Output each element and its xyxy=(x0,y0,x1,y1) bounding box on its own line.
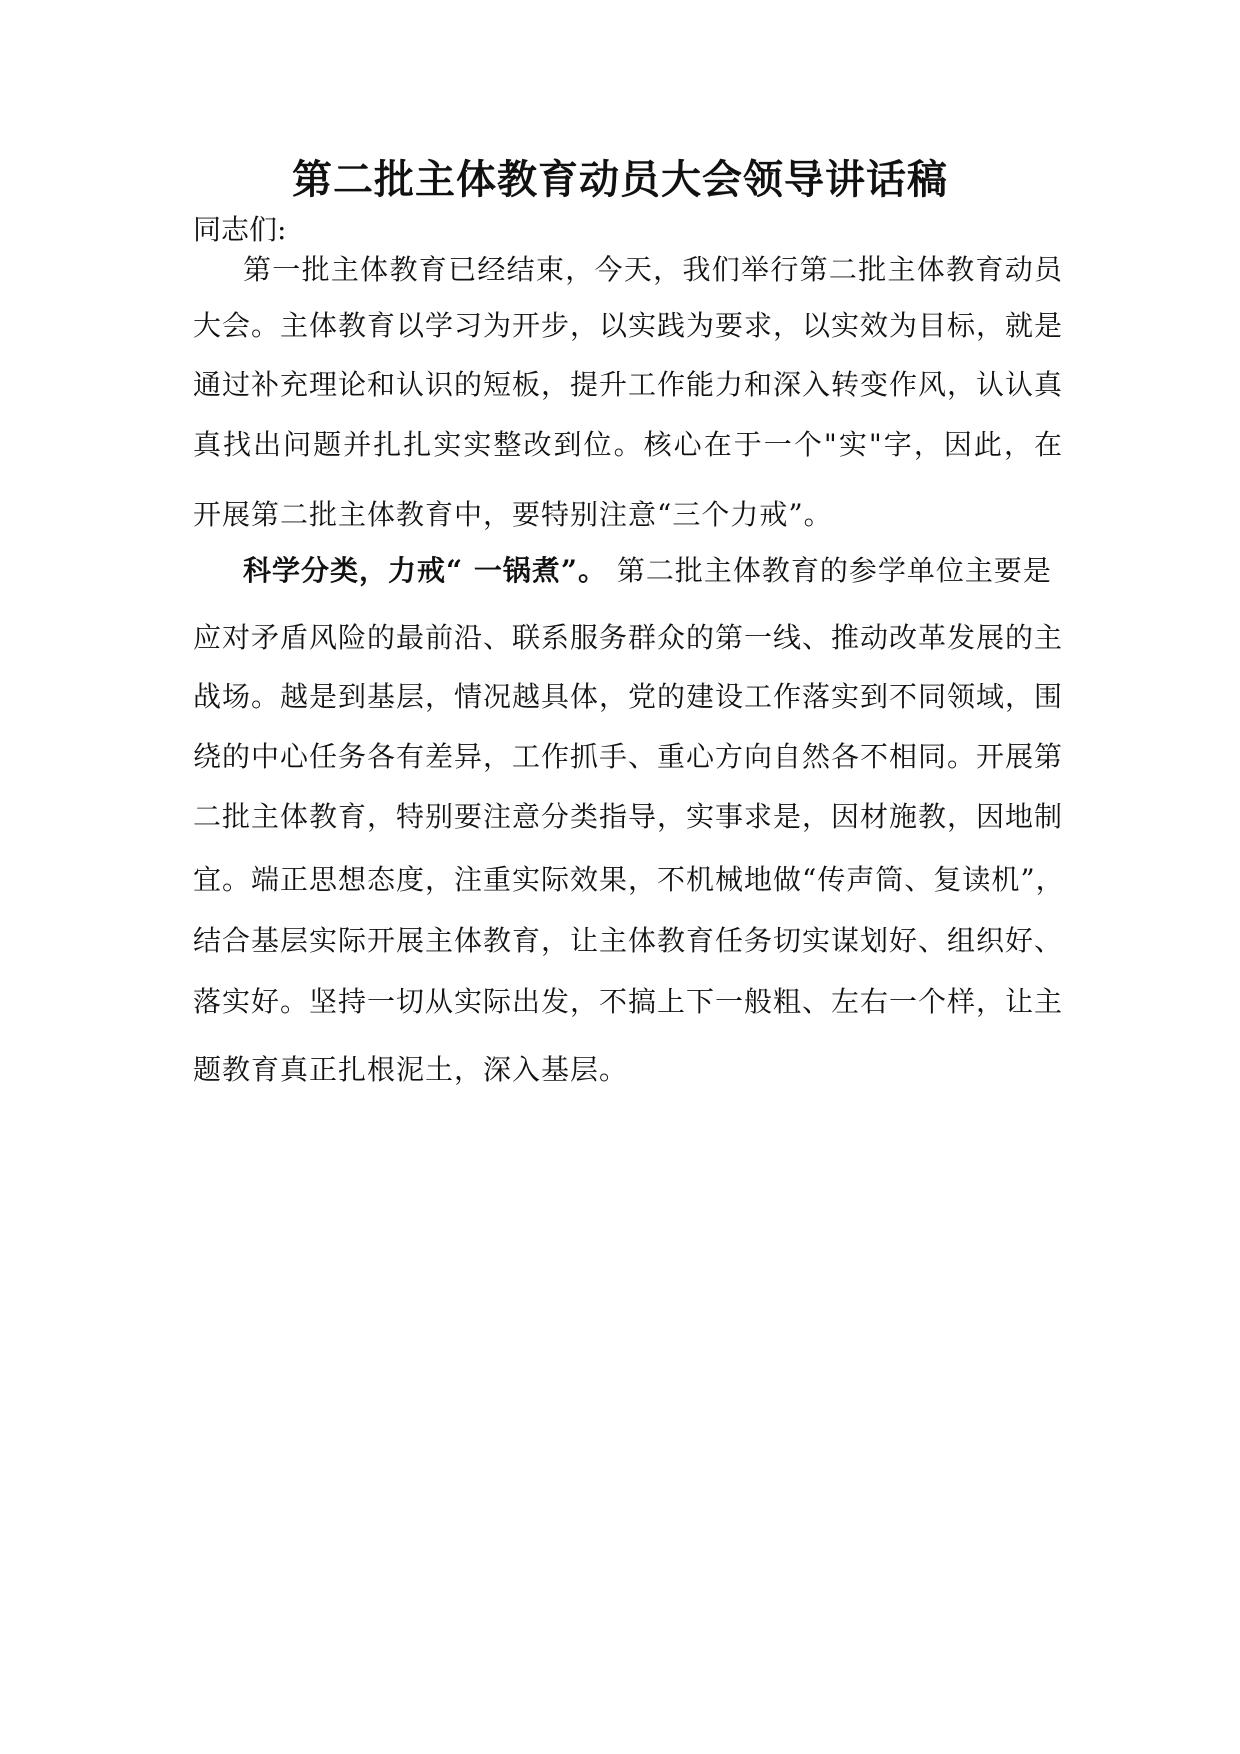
paragraph-line: 宜。端正思想态度，注重实际效果，不机械地做“传声筒、复读机”， xyxy=(193,863,1065,896)
section-heading: 科学分类，力戒“ 一锅煮”。 xyxy=(243,554,607,587)
paragraph-line: 第一批主体教育已经结束，今天，我们举行第二批主体教育动员 xyxy=(243,253,1063,286)
paragraph-line: 落实好。坚持一切从实际出发，不搞上下一般粗、左右一个样，让主 xyxy=(193,985,1064,1018)
paragraph-line: 战场。越是到基层，情况越具体，党的建设工作落实到不同领域，围 xyxy=(193,680,1064,713)
paragraph-line: 通过补充理论和认识的短板，提升工作能力和深入转变作风，认认真 xyxy=(193,368,1064,401)
paragraph-line-rest: 第二批主体教育的参学单位主要是 xyxy=(606,554,1052,587)
paragraph-line: 大会。主体教育以学习为开步，以实践为要求，以实效为目标，就是 xyxy=(193,309,1064,342)
paragraph-line: 结合基层实际开展主体教育，让主体教育任务切实谋划好、组织好、 xyxy=(193,924,1064,957)
document-title: 第二批主体教育动员大会领导讲话稿 xyxy=(292,156,948,203)
paragraph-line: 题教育真正扎根泥土，深入基层。 xyxy=(193,1053,629,1086)
paragraph-line: 二批主体教育，特别要注意分类指导，实事求是，因材施教，因地制 xyxy=(193,800,1064,833)
paragraph-line: 绕的中心任务各有差异，工作抓手、重心方向自然各不相同。开展第 xyxy=(193,740,1064,773)
paragraph-heading-line xyxy=(243,551,1063,591)
paragraph-line: 开展第二批主体教育中，要特别注意“三个力戒”。 xyxy=(193,498,833,531)
paragraph-line: 应对矛盾风险的最前沿、联系服务群众的第一线、推动改革发展的主 xyxy=(193,621,1064,654)
paragraph-line: 真找出问题并扎扎实实整改到位。核心在于一个"实"字，因此，在 xyxy=(193,428,1063,461)
salutation: 同志们: xyxy=(193,213,287,246)
